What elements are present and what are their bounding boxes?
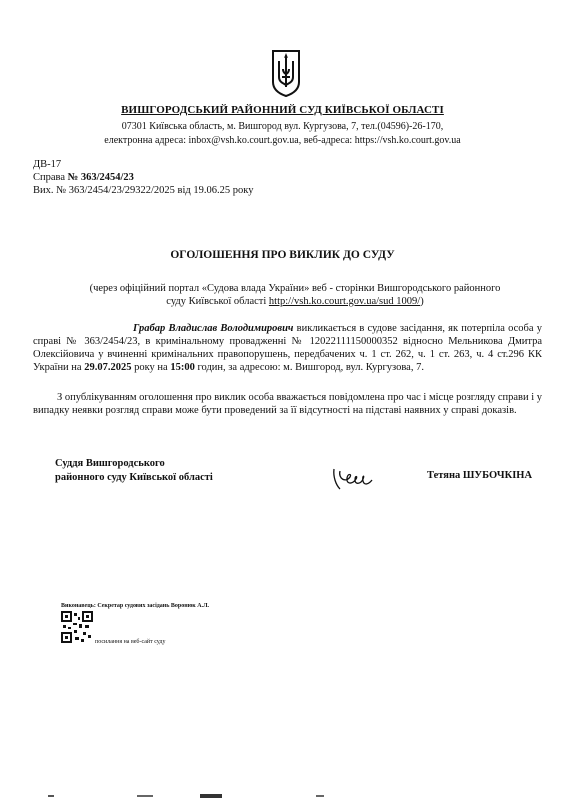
court-name: ВИШГОРОДСЬКИЙ РАЙОННИЙ СУД КИЇВСЬКОЇ ОБЛАСТІ (121, 104, 444, 116)
hearing-time: 15:00 (170, 362, 195, 373)
summons-paragraph (33, 322, 542, 374)
judge-title (55, 457, 213, 485)
notice-via (85, 282, 505, 308)
form-code: ДВ-17 (33, 159, 62, 170)
executor-line: Виконавець: Секретар судових засідань Воронюк А.Л. (61, 603, 210, 609)
outgoing-number: Вих. № 363/2454/23/29322/2025 від 19.06.25 року (33, 185, 254, 196)
coat-of-arms-icon (271, 49, 301, 97)
publication-paragraph: З опублікуванням оголошення про виклик особа вважається повідомлена про час і місце розгляду справи і у випадку неявки розгляд справи може бути проведений за її відсутності на підставі наявних у справі доказів. (33, 392, 542, 416)
judge-name: Тетяна ШУБОЧКІНА (427, 470, 533, 481)
via-text-2: суду Київської області (166, 296, 269, 307)
court-address: 07301 Київська область, м. Вишгород вул. Кургузова, 7, тел.(04596)-26-170, (121, 121, 444, 132)
scan-mark (200, 794, 222, 798)
scan-mark (137, 795, 153, 797)
summoned-person: Грабар Владислав Володимирович (133, 323, 294, 334)
hearing-date: 29.07.2025 (84, 362, 132, 373)
via-close: ) (420, 296, 424, 307)
qr-caption: посилання на веб-сайт суду (95, 639, 166, 645)
summons-text-c: годин, за адресою: м. Вишгород, вул. Кургузова, 7. (194, 362, 424, 373)
court-contacts: електронна адреса: inbox@vsh.ko.court.gov.ua, веб-адреса: https://vsh.ko.court.gov.ua (104, 135, 461, 146)
qr-code-icon[interactable] (61, 611, 93, 643)
court-portal-link[interactable]: http://vsh.ko.court.gov.ua/sud 1009/ (268, 296, 421, 307)
summons-text-b: року на (131, 362, 171, 373)
summons-text-a: викликається в судове засідання, як потерпіла особа у справі № 363/2454/23, в кримінальному провадженні № 12022111150000352 відносно Мельникова Дмитра Олексійовича у вчиненні кримінальних правопорушень, передбачених ч. 1 ст. 262, ч. 1 ст. 263, ч. 4 ст.296 КК України на (33, 323, 542, 373)
judge-title-line2: районного суду Київської області (55, 472, 213, 483)
case-label: Справа (33, 172, 68, 183)
scan-mark (316, 795, 324, 797)
case-number: № 363/2454/23 (67, 172, 134, 183)
via-text-1: (через офіційний портал «Судова влада України» веб - сторінки Вишгородського районного (89, 283, 501, 294)
notice-title: ОГОЛОШЕННЯ ПРО ВИКЛИК ДО СУДУ (170, 249, 395, 261)
scan-mark (48, 795, 54, 797)
judge-title-line1: Суддя Вишгородського (55, 458, 165, 469)
case-number-line (33, 171, 134, 184)
judge-signature-icon (330, 465, 376, 493)
